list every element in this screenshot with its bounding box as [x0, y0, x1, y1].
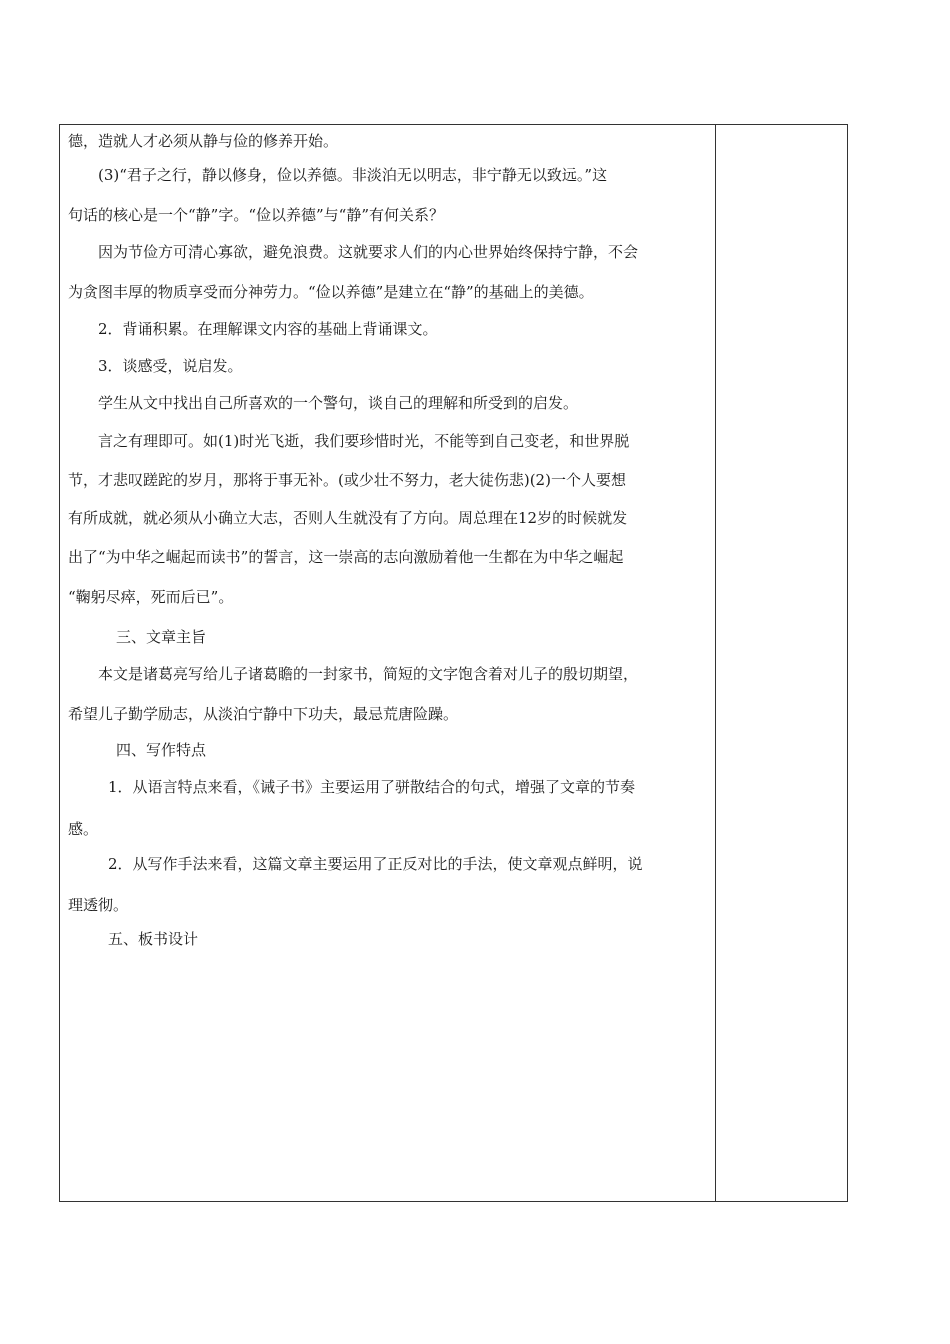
text-line: 有所成就，就必须从小确立大志，否则人生就没有了方向。周总理在12岁的时候就发: [68, 509, 628, 527]
section-heading: 五、板书设计: [108, 930, 199, 948]
text-line: 句话的核心是一个“静”字。“俭以养德”与“静”有何关系？: [68, 206, 445, 224]
text-line: 出了“为中华之崛起而读书”的誓言，这一崇高的志向激励着他一生都在为中华之崛起: [68, 548, 624, 566]
text-line: 2．从写作手法来看，这篇文章主要运用了正反对比的手法，使文章观点鲜明，说: [108, 855, 643, 873]
text-line: 3．谈感受，说启发。: [98, 357, 243, 375]
text-line: 德，造就人才必须从静与俭的修养开始。: [68, 132, 339, 150]
text-line: 希望儿子勤学励志，从淡泊宁静中下功夫，最忌荒唐险躁。: [68, 705, 459, 723]
section-heading: 四、写作特点: [116, 741, 207, 759]
lesson-content-cell: [68, 125, 708, 1201]
text-line: 因为节俭方可清心寡欲，避免浪费。这就要求人们的内心世界始终保持宁静，不会: [98, 243, 639, 261]
text-line: 学生从文中找出自己所喜欢的一个警句，谈自己的理解和所受到的启发。: [98, 394, 579, 412]
text-line: 2．背诵积累。在理解课文内容的基础上背诵课文。: [98, 320, 438, 338]
text-line: 为贪图丰厚的物质享受而分神劳力。“俭以养德”是建立在“静”的基础上的美德。: [68, 283, 594, 301]
text-line: 本文是诸葛亮写给儿子诸葛瞻的一封家书，简短的文字饱含着对儿子的殷切期望，: [98, 665, 639, 683]
text-line: “鞠躬尽瘁，死而后已”。: [68, 588, 234, 606]
notes-cell: [716, 125, 847, 1201]
text-line: 感。: [68, 820, 99, 838]
text-line: 节，才悲叹蹉跎的岁月，那将于事无补。(或少壮不努力，老大徒伤悲)(2)一个人要想: [68, 471, 626, 489]
section-heading: 三、文章主旨: [116, 628, 207, 646]
text-line: (3)“君子之行，静以修身，俭以养德。非淡泊无以明志，非宁静无以致远。”这: [98, 166, 608, 184]
text-line: 理透彻。: [68, 896, 129, 914]
text-line: 言之有理即可。如(1)时光飞逝，我们要珍惜时光，不能等到自己变老，和世界脱: [98, 432, 630, 450]
text-line: 1．从语言特点来看，《诫子书》主要运用了骈散结合的句式，增强了文章的节奏: [108, 778, 636, 796]
lesson-table: [59, 124, 848, 1202]
